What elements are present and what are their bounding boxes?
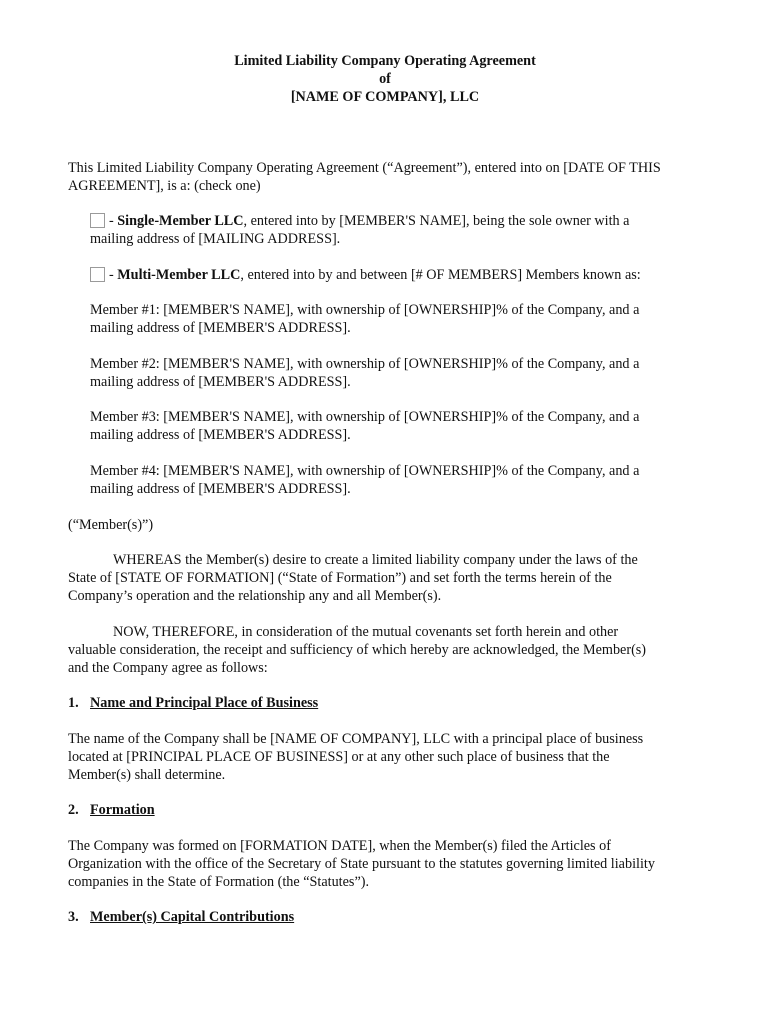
section-2-title: Formation [90, 802, 155, 818]
member-4-line-1: Member #4: [MEMBER'S NAME], with ownership of [OWNERSHIP]% of the Company, and a [90, 463, 640, 479]
whereas-line-1: WHEREAS the Member(s) desire to create a limited liability company under the laws of the [113, 552, 638, 568]
intro-paragraph [68, 159, 708, 195]
single-member-label: Single-Member LLC [117, 213, 244, 229]
single-member-dash: - [109, 213, 118, 229]
option-single-member [90, 212, 690, 248]
document-title [0, 52, 770, 106]
section-3-title: Member(s) Capital Contributions [90, 909, 295, 925]
section-1-number: 1. [68, 695, 79, 711]
whereas-paragraph [68, 551, 708, 605]
now-therefore-line-1: NOW, THEREFORE, in consideration of the mutual covenants set forth herein and other [113, 624, 619, 640]
single-member-checkbox[interactable] [90, 213, 105, 228]
multi-member-dash: - [109, 267, 118, 283]
member-3 [90, 408, 690, 444]
title-line-2: of [379, 71, 391, 87]
member-2-line-1: Member #2: [MEMBER'S NAME], with ownership of [OWNERSHIP]% of the Company, and a [90, 356, 640, 372]
now-therefore-line-3: and the Company agree as follows: [68, 660, 268, 676]
whereas-line-3: Company’s operation and the relationship any and all Member(s). [68, 588, 442, 604]
intro-line-2: AGREEMENT], is a: (check one) [68, 178, 261, 194]
section-2-number: 2. [68, 802, 79, 818]
section-2-line-2: Organization with the office of the Secretary of State pursuant to the statutes governing limited liability [68, 856, 655, 872]
member-1-line-1: Member #1: [MEMBER'S NAME], with ownership of [OWNERSHIP]% of the Company, and a [90, 302, 640, 318]
now-therefore-line-2: valuable consideration, the receipt and sufficiency of which hereby are acknowledged, the Member(s) [68, 642, 647, 658]
section-1-body [68, 730, 708, 784]
section-3-heading [68, 908, 708, 926]
section-2-heading [68, 801, 708, 819]
single-member-text-line-2: mailing address of [MAILING ADDRESS]. [90, 231, 341, 247]
multi-member-checkbox[interactable] [90, 267, 105, 282]
multi-member-text: , entered into by and between [# OF MEMBERS] Members known as: [240, 267, 641, 283]
single-member-text: , entered into by [MEMBER'S NAME], being the sole owner with a [243, 213, 630, 229]
section-1-line-3: Member(s) shall determine. [68, 767, 226, 783]
multi-member-label: Multi-Member LLC [117, 267, 241, 283]
section-2-line-3: companies in the State of Formation (the “Statutes”). [68, 874, 370, 890]
section-1-title: Name and Principal Place of Business [90, 695, 319, 711]
section-2-line-1: The Company was formed on [FORMATION DATE], when the Member(s) filed the Articles of [68, 838, 611, 854]
section-3-number: 3. [68, 909, 79, 925]
whereas-line-2: State of [STATE OF FORMATION] (“State of Formation”) and set forth the terms herein of the [68, 570, 612, 586]
member-4-line-2: mailing address of [MEMBER'S ADDRESS]. [90, 481, 351, 497]
option-multi-member [90, 266, 690, 284]
section-1-line-2: located at [PRINCIPAL PLACE OF BUSINESS] or at any other such place of business that the [68, 749, 610, 765]
section-1-line-1: The name of the Company shall be [NAME OF COMPANY], LLC with a principal place of business [68, 731, 644, 747]
now-therefore-paragraph [68, 623, 708, 677]
members-label: (“Member(s)”) [68, 517, 154, 533]
intro-line-1: This Limited Liability Company Operating Agreement (“Agreement”), entered into on [DATE OF THIS [68, 160, 661, 176]
member-3-line-2: mailing address of [MEMBER'S ADDRESS]. [90, 427, 351, 443]
member-1 [90, 301, 690, 337]
section-2-body [68, 837, 708, 891]
member-1-line-2: mailing address of [MEMBER'S ADDRESS]. [90, 320, 351, 336]
member-3-line-1: Member #3: [MEMBER'S NAME], with ownership of [OWNERSHIP]% of the Company, and a [90, 409, 640, 425]
member-2-line-2: mailing address of [MEMBER'S ADDRESS]. [90, 374, 351, 390]
title-line-1: Limited Liability Company Operating Agreement [234, 53, 536, 69]
member-2 [90, 355, 690, 391]
title-line-3: [NAME OF COMPANY], LLC [290, 89, 480, 105]
section-1-heading [68, 694, 708, 712]
member-4 [90, 462, 690, 498]
